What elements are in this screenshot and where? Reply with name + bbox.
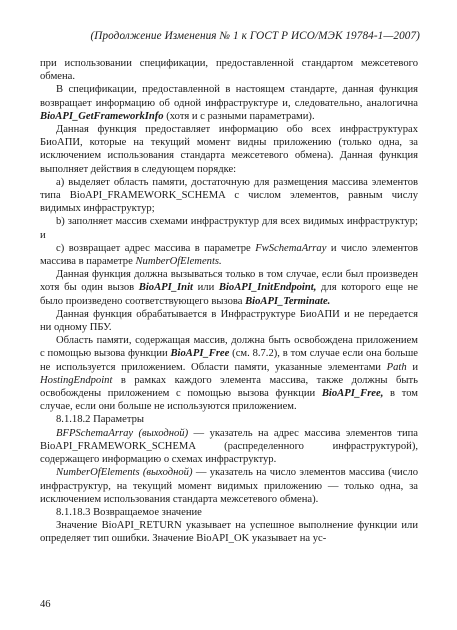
parameter-name: Path — [386, 361, 407, 373]
document-body — [40, 57, 418, 546]
paragraph: В спецификации, предоставленной в настоящем стандарте, данная функция возвращает информацию об одной инфраструктуре и, следовательно, аналогична BioAPI_GetFrameworkInfo (хотя и с разными параметрами). — [40, 84, 418, 122]
function-name: BioAPI_Free — [170, 348, 230, 360]
section-heading: 8.1.18.3 Возвращаемое значение — [56, 506, 202, 518]
function-name: BioAPI_Free, — [321, 388, 384, 400]
paragraph: Значение BioAPI_RETURN указывает на успешное выполнение функции или определяет тип ошибки. Значение BioAPI_OK указывает на ус- — [40, 520, 418, 545]
paragraph: при использовании спецификации, предоставленной стандартом межсетевого обмена. — [40, 58, 418, 83]
list-item: b) заполняет массив схемами инфраструктур для всех видимых инфраструктур; и — [40, 216, 418, 241]
paragraph: Данная функция должна вызываться только в том случае, если был произведен хотя бы один вызов BioAPI_Init или BioAPI_InitEndpoint, для которого еще не было произведено соответствующего вызова BioAPI_Terminate. — [40, 269, 418, 307]
function-name: BioAPI_Terminate. — [245, 295, 331, 307]
function-name: BioAPI_GetFrameworkInfo — [40, 110, 164, 122]
parameter-description: NumberOfElements (выходной) — указатель на число элементов массива (число инфраструктур, на текущий момент видимых приложению — только одна, за исключением использования стандарта межсетевого обмена). — [40, 467, 419, 505]
section-heading: 8.1.18.2 Параметры — [56, 414, 145, 426]
parameter-name: NumberOfElements (выходной) — [56, 467, 193, 479]
parameter-name: NumberOfElements. — [135, 256, 222, 268]
paragraph: Данная функция предоставляет информацию обо всех инфраструктурах БиоАПИ, которые на текущий момент видны приложению (только одна, за исключением использования стандарта межсетевого обмена). Данная функция выполняет действия в следующем порядке: — [40, 124, 418, 175]
page-header: (Продолжение Изменения № 1 к ГОСТ Р ИСО/МЭК 19784-1—2007) — [90, 30, 420, 42]
parameter-name: HostingEndpoint — [40, 374, 113, 386]
list-item: c) возвращает адрес массива в параметре FwSchemaArray и число элементов массива в параметре NumberOfElements. — [40, 242, 418, 268]
paragraph: Область памяти, содержащая массив, должна быть освобождена приложением с помощью вызова функции BioAPI_Free (см. 8.7.2), в том случае если она больше не используется приложением. Области памяти, указанные элементами Path и HostingEndpoint в рамках каждого элемента массива, также должны быть освобождены приложением с помощью вызова функции BioAPI_Free, в том случае, если они больше не используются приложением. — [40, 335, 418, 413]
function-name: BioAPI_Init — [138, 282, 193, 294]
page-number: 46 — [40, 599, 51, 610]
list-item: a) выделяет область памяти, достаточную для размещения массива элементов типа BioAPI_FRAMEWORK_SCHEMA с числом элементов, равным числу видимых инфраструктур; — [40, 176, 418, 215]
function-name: BioAPI_InitEndpoint, — [218, 282, 317, 294]
parameter-description: BFPSchemaArray (выходной) — указатель на адрес массива элементов типа BioAPI_FRAMEWORK_SCHEMA (распределенного инфраструктурой), содержащего информацию о схемах инфраструктур. — [40, 427, 418, 466]
parameter-name: BFPSchemaArray (выходной) — [56, 427, 189, 439]
paragraph: Данная функция обрабатывается в Инфраструктуре БиоАПИ и не передается ни одному ПБУ. — [40, 308, 418, 334]
parameter-name: FwSchemaArray — [255, 242, 327, 254]
